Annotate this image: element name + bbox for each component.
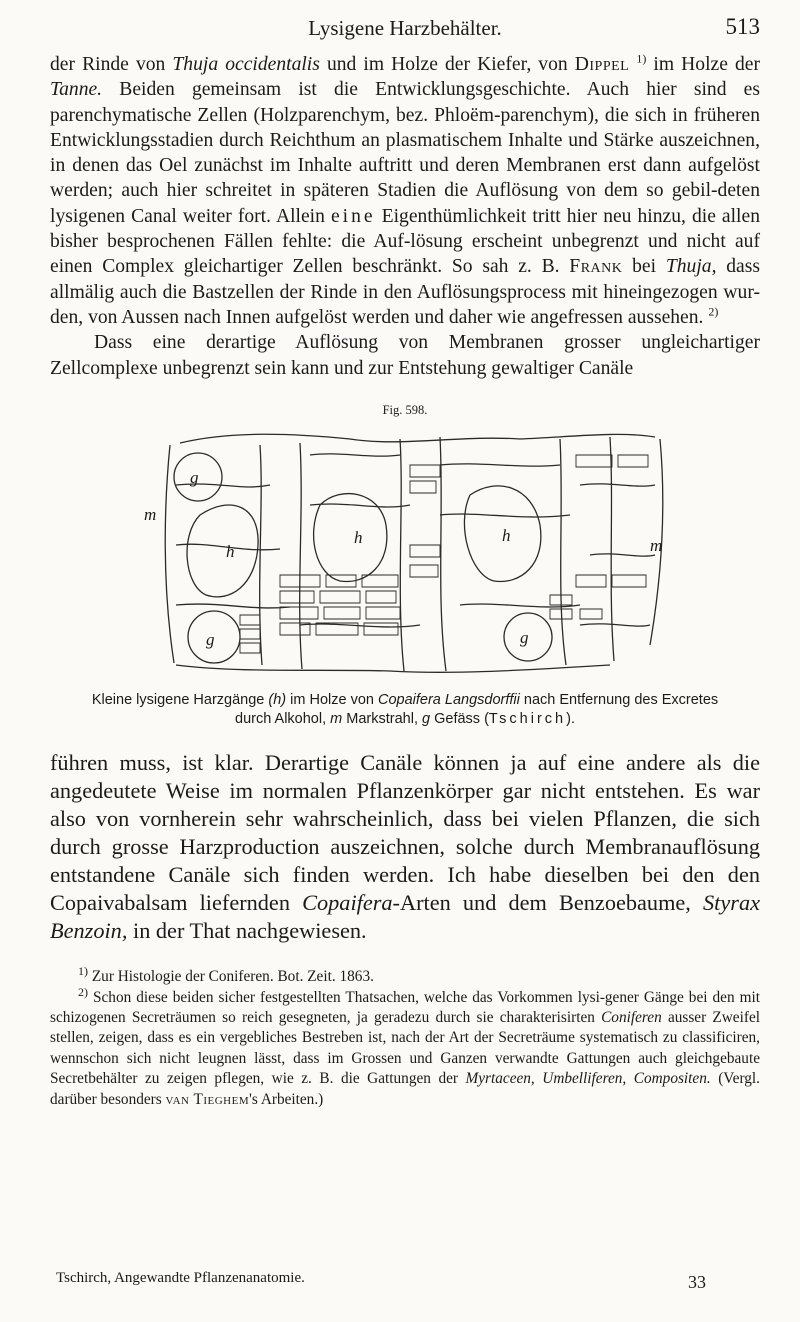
italic-run: m <box>330 710 343 727</box>
figure-letter-m: m <box>650 535 663 555</box>
paragraph-1 <box>50 52 760 330</box>
text-run: Eigenthümlichkeit tritt hier neu hinzu, die allen bisher besprochenen Fällen fehlte: die Auf-lösung erscheint unbegrenzt und nicht auf einen Complex gleichartiger Zellen beschränkt. So sah z. B. <box>50 205 760 278</box>
text-run: Schon diese beiden sicher festgestellten Thatsachen, welche das Vorkommen lysi-gener Gänge bei den mit schizogenen Secreträumen so reich gesegneten, ja geradezu durch sie charakterisirten <box>50 988 760 1026</box>
caption-line-1 <box>50 691 760 710</box>
text-run: im Holze von <box>286 691 378 708</box>
text-run: Zur Histologie der Coniferen. Bot. Zeit. 1863. <box>88 968 374 986</box>
figure-letter-h: h <box>354 527 363 547</box>
italic-run: (h) <box>268 691 287 708</box>
text-run: Beiden gemeinsam ist die Entwicklungsgeschichte. Auch hier sind es parenchymatische Zellen (Holzparenchym, bez. Phloëm-parenchym), die sich in früheren Entwicklungsstadien durch Reichthum an plasmatischem Inhalte und Stärke auszeichnen, in denen das Oel zunächst im Inhalte auftritt und deren Membranen erst dann aufgelöst werden; auch hier schreitet in späteren Stadien die Auflösung von dem so gebil-deten lysigenen Canal weiter fort. Allein <box>50 79 760 227</box>
figure-letter-h: h <box>226 541 235 561</box>
italic-run: Thuja, <box>665 256 717 278</box>
footnote-2 <box>50 984 760 1110</box>
figure-letter-h: h <box>502 525 511 545</box>
paragraph-3 <box>50 749 760 945</box>
paragraph-2 <box>50 330 760 381</box>
italic-run: Tanne. <box>50 79 103 101</box>
text-run: dass allmälig auch die Bastzellen der Rinde in den Auflösungsprocess mit hineingezogen wur-den, von Aussen nach Innen aufgelöst werden und daher wie angefressen aussehen. <box>50 256 760 328</box>
text-run: ausser Zweifel stellen, zeigen, dass es ein vergebliches Bestreben ist, nach der Art der Secreträume systematisch zu classificiren, wennschon sich nicht leugnen lässt, dass im Grossen und Ganzen verwandte Gattungen auch gleichgebaute Secretbehälter zu zeigen pflegen, wie z. B. die Gattungen der <box>50 1008 760 1088</box>
running-header <box>50 10 760 44</box>
footnote-ref: 2) <box>708 304 719 319</box>
text-run: Dass eine derartige Auflösung von Membranen grosser ungleichartiger Zellcomplexe unbegrenzt sein kann und zur Entstehung gewaltiger Canäle <box>50 332 760 379</box>
text-run: im Holze der <box>646 54 760 75</box>
text-run: durch Alkohol, <box>235 710 331 727</box>
text-run: bei <box>622 256 666 278</box>
italic-run: Coniferen <box>601 1008 662 1026</box>
caption-line-2 <box>50 710 760 729</box>
figure-letter-g: g <box>520 627 529 647</box>
author-name: Frank <box>569 256 623 278</box>
running-title: Lysigene Harzbehälter. <box>308 16 502 40</box>
figure-illustration <box>140 425 670 677</box>
text-run: nach Entfernung des Excretes <box>519 691 719 708</box>
text-run: der Rinde von <box>50 54 173 75</box>
footnote-ref: 1) <box>636 51 647 66</box>
footer-signature: Tschirch, Angewandte Pflanzenanatomie. <box>56 1270 305 1286</box>
figure-caption <box>50 691 760 729</box>
text-run: (Vergl. darüber besonders <box>50 1070 760 1108</box>
figure-letter-g: g <box>190 467 199 487</box>
author-name: van Tieghem <box>165 1090 250 1108</box>
text-run: Kleine lysigene Harzgänge <box>91 691 269 708</box>
footnote-mark: 2) <box>78 984 88 999</box>
italic-run: Myrtaceen, Umbelliferen, Compositen. <box>465 1070 711 1088</box>
text-run: und im Holze der Kiefer, von <box>319 54 575 75</box>
footnote-1 <box>50 964 760 987</box>
text-run: Markstrahl, <box>342 710 423 727</box>
text-run: führen muss, ist klar. Derartige Canäle können ja auf eine andere als die angedeutete Weise im normalen Pflanzenkörper gar nicht entstehen. Es war also von vornherein sehr wahrscheinlich, dass bei vielen Pflanzen, die sich durch grosse Harzproduction auszeichnen, solche durch Membranauflösung entstandene Canäle sich finden werden. Ich habe dieselben bei den den Copaivabalsam liefernden <box>50 749 760 915</box>
footnotes <box>50 964 760 1110</box>
author-name: Dippel <box>574 54 630 75</box>
footnote-mark: 1) <box>78 964 88 979</box>
figure-label: Fig. 598. <box>382 402 428 417</box>
text-run: 's Arbeiten.) <box>249 1090 324 1108</box>
signature-number: 33 <box>688 1272 706 1292</box>
spaced-run: Tschirch <box>488 710 567 727</box>
text-run: ). <box>566 710 575 727</box>
spaced-run: eine <box>330 205 376 227</box>
italic-run: g <box>422 710 431 727</box>
text-run: Gefäss ( <box>430 710 489 727</box>
italic-run: Thuja occidentalis <box>172 54 320 75</box>
figure-letter-g: g <box>206 629 215 649</box>
italic-run: Copaifera- <box>302 889 400 915</box>
figure-letter-m: m <box>144 504 157 524</box>
text-run: Arten und dem Benzoebaume, <box>399 889 704 915</box>
italic-run: Copaifera Langsdorffii <box>377 691 520 708</box>
italic-run: Styrax Benzoin, <box>50 889 760 943</box>
page-number: 513 <box>725 14 760 39</box>
page-footer <box>50 1270 760 1294</box>
text-run: in der That nachgewiesen. <box>127 917 367 943</box>
